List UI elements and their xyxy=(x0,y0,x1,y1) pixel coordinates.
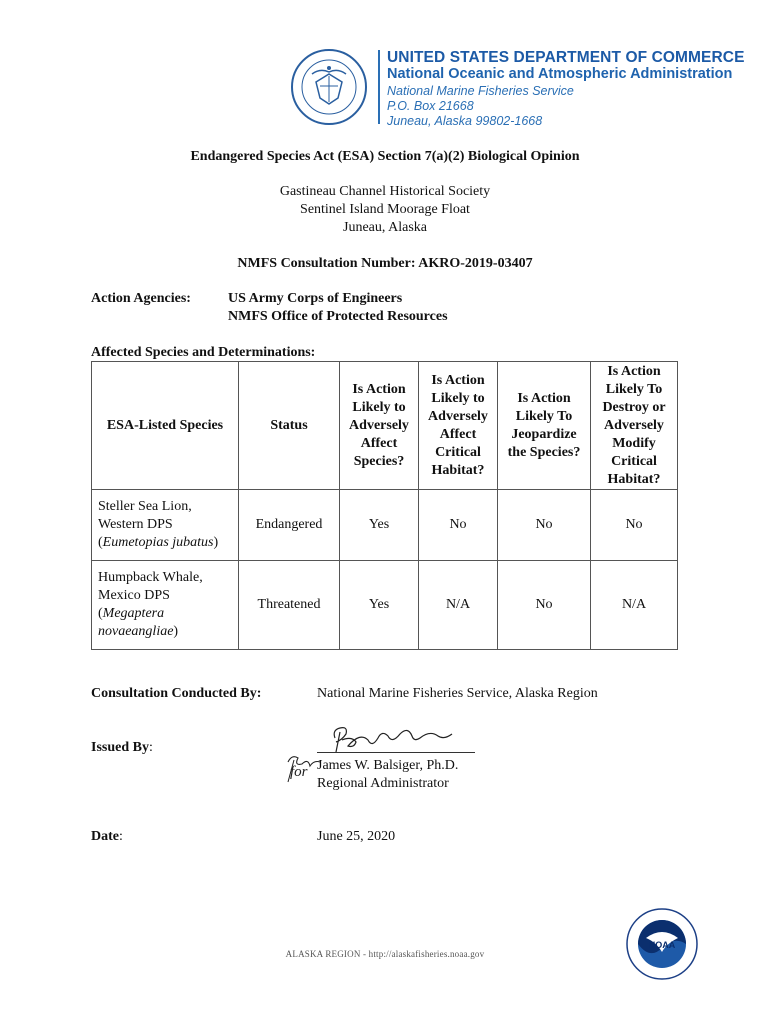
issued-by-colon: : xyxy=(148,740,153,755)
scientific-name: Eumetopias jubatus xyxy=(102,535,214,550)
species-cell: Humpback Whale, Mexico DPS (Megaptera novaeangliae) xyxy=(92,561,239,650)
date-label xyxy=(91,829,123,845)
action-agencies-label: Action Agencies: xyxy=(91,291,191,306)
determinations-table xyxy=(91,361,678,650)
agency-name: National Oceanic and Atmospheric Administration xyxy=(387,66,733,82)
issued-by-label-text: Issued By xyxy=(91,740,149,755)
table-row xyxy=(92,490,678,561)
table-row xyxy=(92,561,678,650)
jeopardize-cell: No xyxy=(498,561,591,650)
department-name: UNITED STATES DEPARTMENT OF COMMERCE xyxy=(387,49,745,66)
issued-by-label xyxy=(91,740,153,756)
action-agency-1: US Army Corps of Engineers xyxy=(228,291,403,306)
affect-species-cell: Yes xyxy=(340,490,419,561)
status-cell: Threatened xyxy=(239,561,340,650)
conducted-by-label: Consultation Conducted By: xyxy=(91,686,262,701)
header-species: ESA-Listed Species xyxy=(92,362,239,490)
noaa-logo-icon xyxy=(626,908,698,980)
date-colon: : xyxy=(119,829,123,844)
project-line-1: Gastineau Channel Historical Society xyxy=(279,184,491,199)
jeopardize-cell: No xyxy=(498,490,591,561)
species-cell: Steller Sea Lion, Western DPS (Eumetopias jubatus) xyxy=(92,490,239,561)
table-header-row xyxy=(92,362,678,490)
header-divider xyxy=(378,50,380,124)
affect-habitat-cell: N/A xyxy=(419,561,498,650)
scientific-name: Megaptera novaeangliae xyxy=(98,606,174,639)
signature-line xyxy=(317,752,475,753)
affected-species-label: Affected Species and Determinations: xyxy=(91,345,316,360)
header-destroy-habitat: Is Action Likely To Destroy or Adversely Modify Critical Habitat? xyxy=(591,362,678,490)
footer-url: http://alaskafisheries.noaa.gov xyxy=(368,949,485,959)
noaa-logo-text: NOAA xyxy=(648,940,676,950)
signer-title: Regional Administrator xyxy=(317,776,449,791)
date-value: June 25, 2020 xyxy=(317,829,396,844)
department-of-commerce-seal-icon xyxy=(290,48,368,126)
affect-habitat-cell: No xyxy=(419,490,498,561)
consultation-number: NMFS Consultation Number: AKRO-2019-03407 xyxy=(237,256,533,271)
affect-species-cell: Yes xyxy=(340,561,419,650)
header-affect-species: Is Action Likely to Adversely Affect Species? xyxy=(340,362,419,490)
city-address: Juneau, Alaska 99802-1668 xyxy=(387,114,543,128)
signer-name: James W. Balsiger, Ph.D. xyxy=(317,758,459,773)
date-label-text: Date xyxy=(91,829,119,844)
footer-separator: - xyxy=(360,949,369,959)
species-name: Humpback Whale, Mexico DPS xyxy=(98,570,203,603)
status-cell: Endangered xyxy=(239,490,340,561)
conducted-by-value: National Marine Fisheries Service, Alaska Region xyxy=(317,686,598,701)
header-affect-habitat: Is Action Likely to Adversely Affect Critical Habitat? xyxy=(419,362,498,490)
action-agency-2: NMFS Office of Protected Resources xyxy=(228,309,448,324)
footer-region: ALASKA REGION xyxy=(285,949,361,959)
header-jeopardize: Is Action Likely To Jeopardize the Species? xyxy=(498,362,591,490)
destroy-habitat-cell: N/A xyxy=(591,561,678,650)
project-line-2: Sentinel Island Moorage Float xyxy=(300,202,470,217)
po-box: P.O. Box 21668 xyxy=(387,99,474,113)
species-name: Steller Sea Lion, Western DPS xyxy=(98,499,192,532)
document-title: Endangered Species Act (ESA) Section 7(a)(2) Biological Opinion xyxy=(190,149,580,164)
header-status: Status xyxy=(239,362,340,490)
service-name: National Marine Fisheries Service xyxy=(387,84,574,98)
destroy-habitat-cell: No xyxy=(591,490,678,561)
signature-prefix: for xyxy=(290,764,308,780)
project-line-3: Juneau, Alaska xyxy=(343,220,427,235)
